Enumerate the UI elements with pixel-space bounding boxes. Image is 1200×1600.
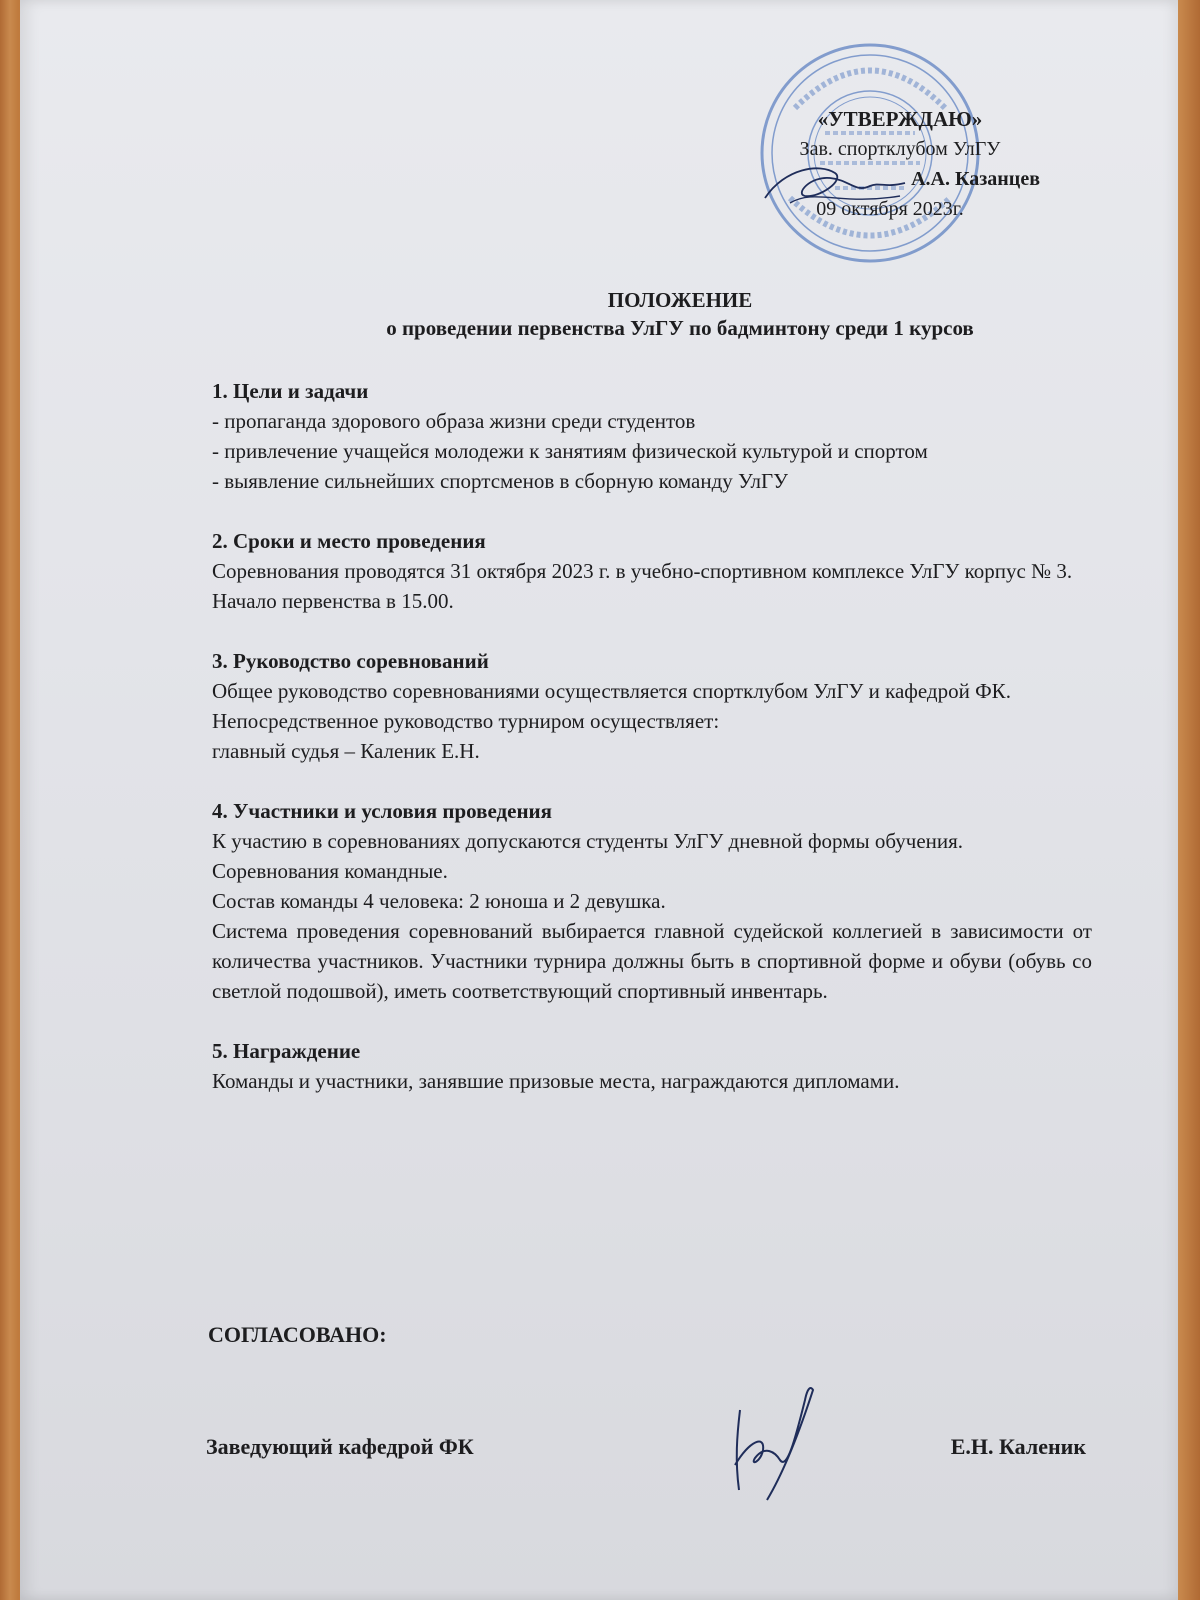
section-goals [212, 376, 1092, 496]
section-heading: 1. Цели и задачи [212, 379, 369, 403]
section-heading: 5. Награждение [212, 1039, 361, 1063]
title-line-2: о проведении первенства УлГУ по бадминтону среди 1 курсов [386, 316, 974, 340]
head-signature-icon [725, 1380, 835, 1505]
section-management [212, 646, 1092, 766]
section-line: Общее руководство соревнованиями осуществляется спортклубом УлГУ и кафедрой ФК. [212, 679, 1011, 703]
section-line: Непосредственное руководство турниром осуществляет: [212, 709, 720, 733]
section-line: Система проведения соревнований выбирается главной судейской коллегией в зависимости от количества участников. Участники турнира должны быть в спортивной форме и обуви (обувь со светлой подошвой), иметь соответствующий спортивный инвентарь. [212, 919, 1092, 1003]
approval-block [760, 104, 1040, 224]
approval-header: «УТВЕРЖДАЮ» [817, 107, 983, 131]
document-sheet [20, 0, 1178, 1600]
signer-position: Заведующий кафедрой ФК [206, 1434, 474, 1459]
section-line: - привлечение учащейся молодежи к занятиям физической культурой и спортом [212, 439, 928, 463]
section-heading: 2. Сроки и место проведения [212, 529, 486, 553]
signer-name: Е.Н. Каленик [950, 1434, 1086, 1459]
section-line: Соревнования командные. [212, 859, 448, 883]
section-line: - пропаганда здорового образа жизни среди студентов [212, 409, 696, 433]
document-title [210, 286, 1150, 342]
section-line: Соревнования проводятся 31 октября 2023 г. в учебно-спортивном комплексе УлГУ корпус № 3. Начало первенства в 15.00. [212, 559, 1073, 613]
approval-date: 09 октября 2023г. [816, 198, 964, 220]
section-heading: 4. Участники и условия проведения [212, 799, 553, 823]
section-line: - выявление сильнейших спортсменов в сборную команду УлГУ [212, 469, 789, 493]
section-participants [212, 796, 1092, 1006]
title-line-1: ПОЛОЖЕНИЕ [607, 288, 753, 312]
agreed-label: СОГЛАСОВАНО: [208, 1322, 387, 1347]
approval-position: Зав. спортклубом УлГУ [799, 138, 1001, 160]
section-line: К участию в соревнованиях допускаются студенты УлГУ дневной формы обучения. [212, 829, 964, 853]
section-heading: 3. Руководство соревнований [212, 649, 489, 673]
section-dates-place [212, 526, 1092, 616]
approval-name: А.А. Казанцев [911, 168, 1040, 190]
section-line: Состав команды 4 человека: 2 юноша и 2 девушка. [212, 889, 666, 913]
section-line: Команды и участники, занявшие призовые места, награждаются дипломами. [212, 1069, 900, 1093]
section-awards [212, 1036, 1092, 1096]
section-line: главный судья – Каленик Е.Н. [212, 739, 480, 763]
document-body [212, 376, 1092, 1126]
